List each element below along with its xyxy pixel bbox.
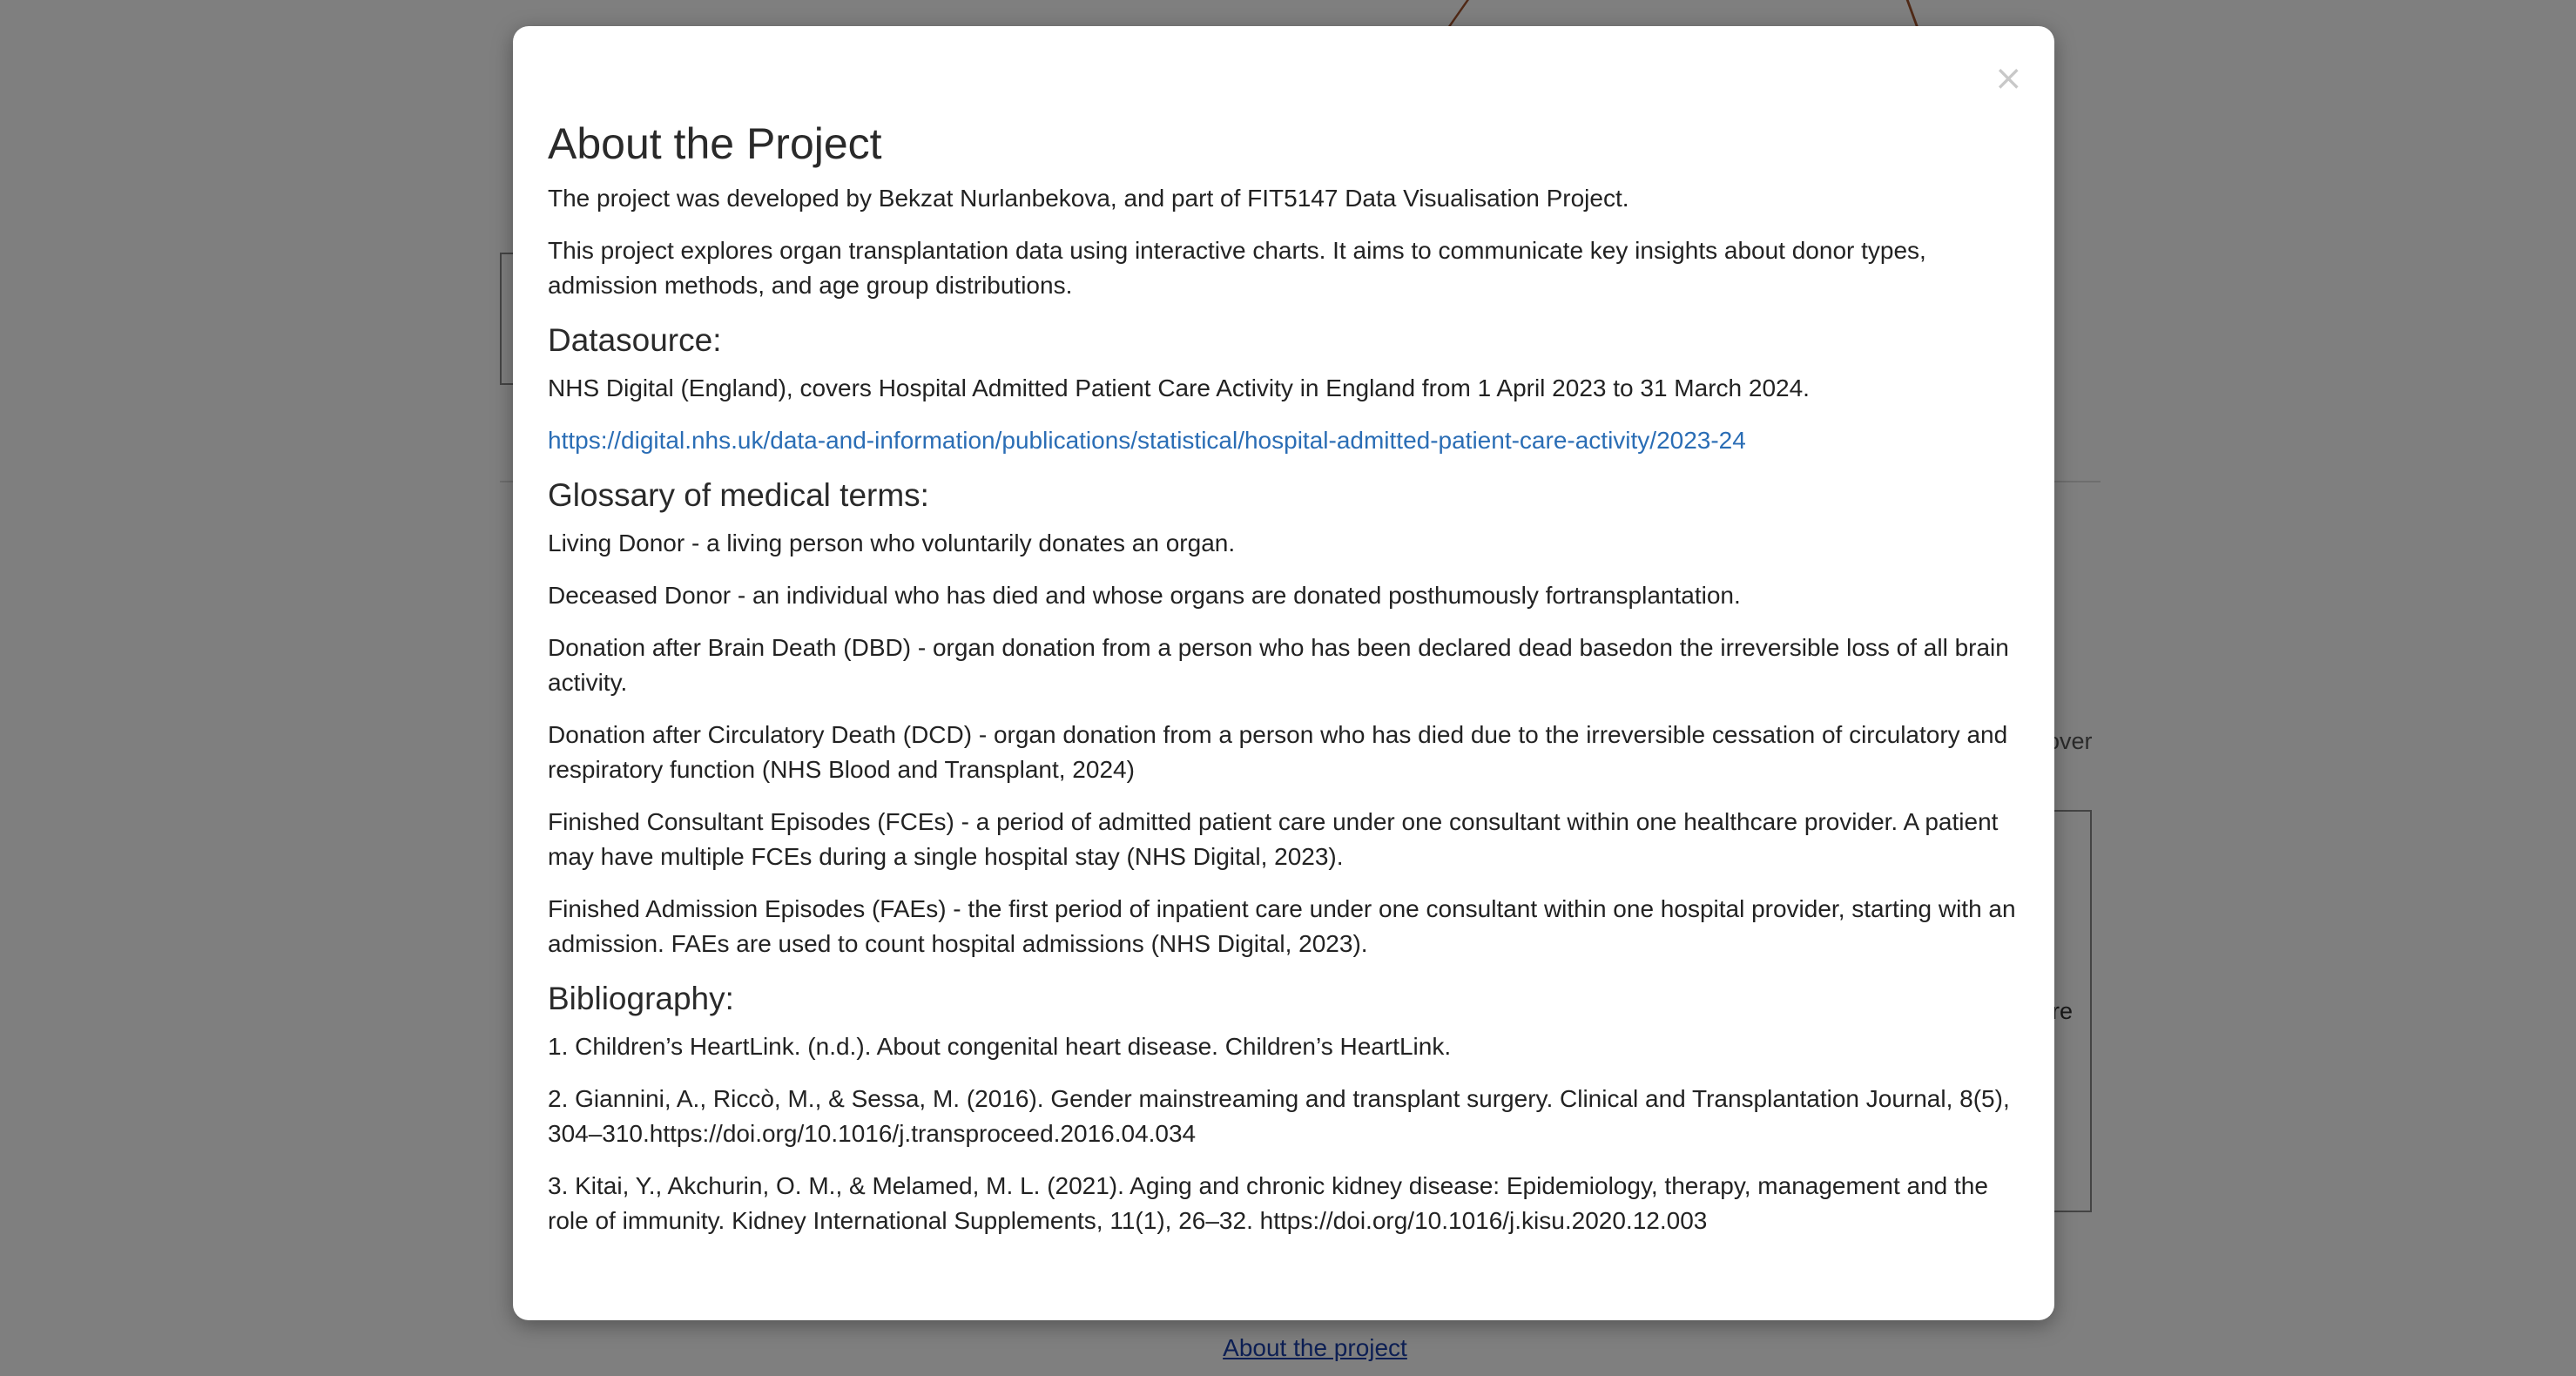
bibliography-item: 3. Kitai, Y., Akchurin, O. M., & Melamed, M. L. (2021). Aging and chronic kidney disease: Epidemiology, therapy, management and the role of immunity. Kidney International Supplements, 11(1), 26–32. https://doi.org/10.1016/j.kisu.2020.12.003 xyxy=(548,1172,1988,1234)
glossary-item: Deceased Donor - an individual who has died and whose organs are donated posthumously fortransplantation. xyxy=(548,582,1741,609)
intro-description: This project explores organ transplantation data using interactive charts. It aims to communicate key insights about donor types, admission methods, and age group distributions. xyxy=(548,237,1926,299)
datasource-link[interactable]: https://digital.nhs.uk/data-and-information/publications/statistical/hospital-admitted-patient-care-activity/2023-24 xyxy=(548,427,1746,454)
datasource-text: NHS Digital (England), covers Hospital Admitted Patient Care Activity in England from 1 April 2023 to 31 March 2024. xyxy=(548,374,1810,401)
datasource-heading: Datasource: xyxy=(548,322,722,358)
glossary-item: Finished Admission Episodes (FAEs) - the first period of inpatient care under one consultant within one hospital provider, starting with an admission. FAEs are used to count hospital admissions (NHS Digital, 2023). xyxy=(548,895,2016,957)
datasource-link-row xyxy=(548,423,2020,458)
bibliography-item: 2. Giannini, A., Riccò, M., & Sessa, M. (2016). Gender mainstreaming and transplant surgery. Clinical and Transplantation Journal, 8(5), 304–310.https://doi.org/10.1016/j.transproceed.2016.04.034 xyxy=(548,1085,2010,1147)
bibliography-heading: Bibliography: xyxy=(548,981,734,1016)
glossary-item: Finished Consultant Episodes (FCEs) - a period of admitted patient care under one consultant within one healthcare provider. A patient may have multiple FCEs during a single hospital stay (NHS Digital, 2023). xyxy=(548,808,1999,870)
close-icon[interactable]: × xyxy=(1993,58,2023,98)
glossary-item: Living Donor - a living person who voluntarily donates an organ. xyxy=(548,529,1236,556)
glossary-heading: Glossary of medical terms: xyxy=(548,477,929,513)
bibliography-item: 1. Children’s HeartLink. (n.d.). About congenital heart disease. Children’s HeartLink. xyxy=(548,1033,1452,1060)
about-modal xyxy=(513,26,2054,1320)
glossary-item: Donation after Brain Death (DBD) - organ donation from a person who has been declared dead basedon the irreversible loss of all brain activity. xyxy=(548,634,2009,696)
glossary-item: Donation after Circulatory Death (DCD) - organ donation from a person who has died due to the irreversible cessation of circulatory and respiratory function (NHS Blood and Transplant, 2024) xyxy=(548,721,2008,783)
modal-title: About the Project xyxy=(548,119,882,168)
intro-credit: The project was developed by Bekzat Nurlanbekova, and part of FIT5147 Data Visualisation Project. xyxy=(548,185,1629,212)
